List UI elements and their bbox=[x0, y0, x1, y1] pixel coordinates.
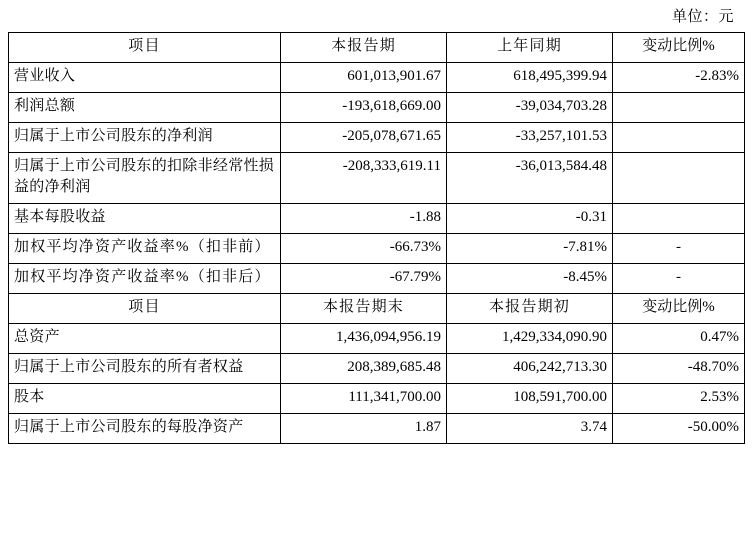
column-header-period-begin: 本报告期初 bbox=[447, 293, 613, 323]
column-header-change-rate: 变动比例% bbox=[613, 293, 745, 323]
table-header-row-period bbox=[9, 33, 745, 63]
row-label-basic-eps: 基本每股收益 bbox=[9, 203, 281, 233]
row-value-change: 0.47% bbox=[613, 323, 745, 353]
row-label-roe-after: 加权平均净资产收益率%（扣非后） bbox=[9, 263, 281, 293]
column-header-previous-period: 上年同期 bbox=[447, 33, 613, 63]
table-row bbox=[9, 413, 745, 443]
table-row bbox=[9, 203, 745, 233]
row-value-previous: 3.74 bbox=[447, 413, 613, 443]
row-value-previous: -8.45% bbox=[447, 263, 613, 293]
row-value-previous: -0.31 bbox=[447, 203, 613, 233]
row-value-current: 601,013,901.67 bbox=[281, 63, 447, 93]
table-row bbox=[9, 383, 745, 413]
row-label-revenue: 营业收入 bbox=[9, 63, 281, 93]
row-value-previous: -7.81% bbox=[447, 233, 613, 263]
table-row bbox=[9, 233, 745, 263]
row-value-current: -205,078,671.65 bbox=[281, 123, 447, 153]
table-row bbox=[9, 323, 745, 353]
row-value-current: 1,436,094,956.19 bbox=[281, 323, 447, 353]
row-value-current: -1.88 bbox=[281, 203, 447, 233]
row-value-current: 208,389,685.48 bbox=[281, 353, 447, 383]
table-row bbox=[9, 123, 745, 153]
table-row bbox=[9, 263, 745, 293]
row-value-change: - bbox=[613, 263, 745, 293]
row-label-net-profit-excl-nonrecurring: 归属于上市公司股东的扣除非经常性损益的净利润 bbox=[9, 153, 281, 204]
column-header-current-period: 本报告期 bbox=[281, 33, 447, 63]
row-value-change: - bbox=[613, 233, 745, 263]
column-header-period-end: 本报告期末 bbox=[281, 293, 447, 323]
row-value-change bbox=[613, 123, 745, 153]
row-label-net-assets-per-share: 归属于上市公司股东的每股净资产 bbox=[9, 413, 281, 443]
column-header-item: 项目 bbox=[9, 33, 281, 63]
row-label-share-capital: 股本 bbox=[9, 383, 281, 413]
row-value-current: 1.87 bbox=[281, 413, 447, 443]
row-label-roe-before: 加权平均净资产收益率%（扣非前） bbox=[9, 233, 281, 263]
row-label-net-profit-attributable: 归属于上市公司股东的净利润 bbox=[9, 123, 281, 153]
row-label-total-assets: 总资产 bbox=[9, 323, 281, 353]
row-value-previous: -36,013,584.48 bbox=[447, 153, 613, 204]
column-header-change-rate: 变动比例% bbox=[613, 33, 745, 63]
row-value-change: 2.53% bbox=[613, 383, 745, 413]
financial-summary-table bbox=[8, 32, 745, 444]
row-value-change bbox=[613, 203, 745, 233]
row-value-current: -66.73% bbox=[281, 233, 447, 263]
row-label-total-profit: 利润总额 bbox=[9, 93, 281, 123]
table-header-row-balance bbox=[9, 293, 745, 323]
row-value-current: -208,333,619.11 bbox=[281, 153, 447, 204]
column-header-item: 项目 bbox=[9, 293, 281, 323]
row-value-current: -193,618,669.00 bbox=[281, 93, 447, 123]
row-value-previous: 1,429,334,090.90 bbox=[447, 323, 613, 353]
row-value-current: -67.79% bbox=[281, 263, 447, 293]
row-value-change: -50.00% bbox=[613, 413, 745, 443]
table-row bbox=[9, 63, 745, 93]
row-value-previous: 108,591,700.00 bbox=[447, 383, 613, 413]
row-value-previous: -39,034,703.28 bbox=[447, 93, 613, 123]
row-value-change: -48.70% bbox=[613, 353, 745, 383]
table-row bbox=[9, 153, 745, 204]
row-value-current: 111,341,700.00 bbox=[281, 383, 447, 413]
table-row bbox=[9, 353, 745, 383]
row-value-previous: 406,242,713.30 bbox=[447, 353, 613, 383]
row-value-previous: -33,257,101.53 bbox=[447, 123, 613, 153]
row-value-change bbox=[613, 93, 745, 123]
row-value-change bbox=[613, 153, 745, 204]
row-label-owners-equity: 归属于上市公司股东的所有者权益 bbox=[9, 353, 281, 383]
row-value-previous: 618,495,399.94 bbox=[447, 63, 613, 93]
unit-note: 单位：元 bbox=[671, 9, 734, 25]
table-row bbox=[9, 93, 745, 123]
row-value-change: -2.83% bbox=[613, 63, 745, 93]
